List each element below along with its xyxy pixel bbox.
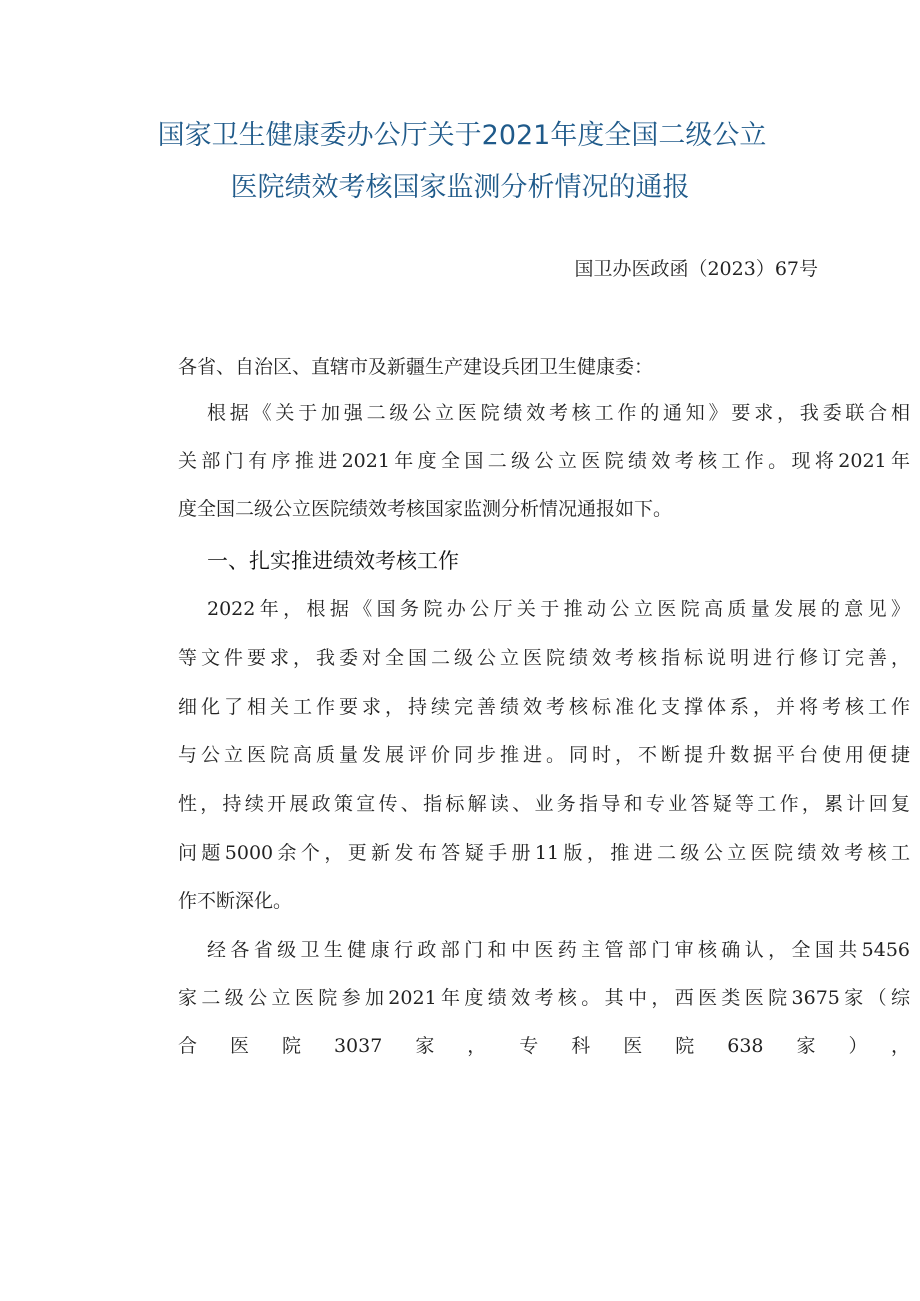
section-1-para-1-line-4: 与公立医院高质量发展评价同步推进。同时，不断提升数据平台使用便捷 (178, 744, 910, 766)
section-1-para-1-line-6: 问题5000余个，更新发布答疑手册11版，推进二级公立医院绩效考核工 (178, 842, 910, 864)
intro-line-1: 根据《关于加强二级公立医院绩效考核工作的通知》要求，我委联合相 (207, 402, 910, 424)
intro-line-2: 关部门有序推进2021年度全国二级公立医院绩效考核工作。现将2021年 (178, 450, 910, 472)
section-1-para-1-line-3: 细化了相关工作要求，持续完善绩效考核标准化支撑体系，并将考核工作 (178, 696, 910, 718)
section-1-para-2-line-3: 合医院3037家，专科医院638家）， (178, 1035, 910, 1057)
section-1-para-2-line-1: 经各省级卫生健康行政部门和中医药主管部门审核确认，全国共5456 (207, 939, 910, 961)
document-title-line-1: 国家卫生健康委办公厅关于2021年度全国二级公立 (157, 120, 767, 151)
intro-line-3: 度全国二级公立医院绩效考核国家监测分析情况通报如下。 (178, 498, 673, 520)
document-title-line-2: 医院绩效考核国家监测分析情况的通报 (230, 172, 690, 203)
section-1-para-2-line-2: 家二级公立医院参加2021年度绩效考核。其中，西医类医院3675家（综 (178, 987, 910, 1009)
section-1-para-1-line-7: 作不断深化。 (178, 890, 293, 912)
document-number: 国卫办医政函（2023）67号 (574, 258, 818, 280)
section-1-para-1-line-1: 2022年，根据《国务院办公厅关于推动公立医院高质量发展的意见》 (207, 598, 910, 620)
salutation: 各省、自治区、直辖市及新疆生产建设兵团卫生健康委： (178, 356, 654, 378)
section-1-heading: 一、扎实推进绩效考核工作 (207, 549, 459, 573)
section-1-para-1-line-5: 性，持续开展政策宣传、指标解读、业务指导和专业答疑等工作，累计回复 (178, 793, 910, 815)
section-1-para-1-line-2: 等文件要求，我委对全国二级公立医院绩效考核指标说明进行修订完善， (178, 647, 910, 669)
